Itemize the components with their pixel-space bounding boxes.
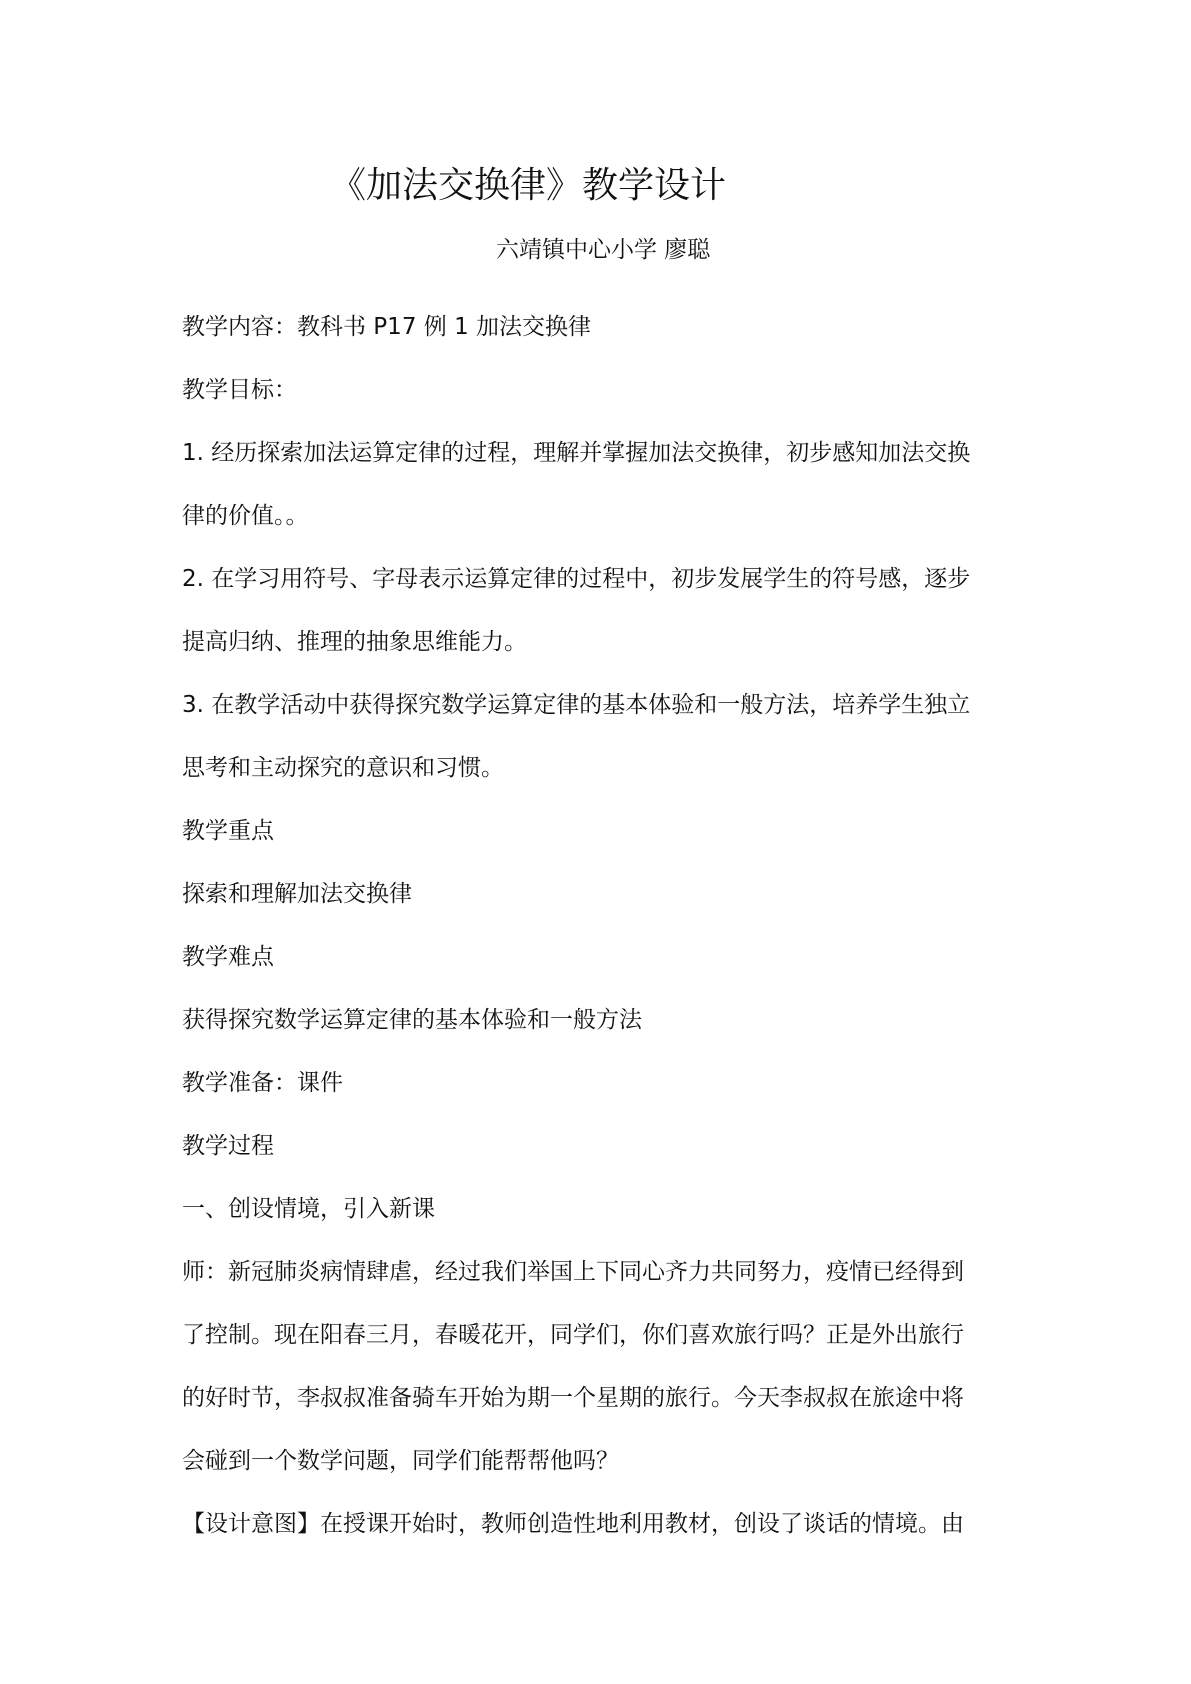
body-line: 律的价值。。 bbox=[182, 503, 309, 529]
document-body bbox=[182, 296, 1016, 1556]
body-line: 的好时节，李叔叔准备骑车开始为期一个星期的旅行。今天李叔叔在旅途中将 bbox=[182, 1385, 964, 1411]
body-line: 教学过程 bbox=[182, 1133, 274, 1159]
body-line: 【设计意图】在授课开始时，教师创造性地利用教材，创设了谈话的情境。由 bbox=[182, 1511, 964, 1537]
body-line: 了控制。现在阳春三月，春暖花开，同学们，你们喜欢旅行吗？正是外出旅行 bbox=[182, 1322, 964, 1348]
body-line: 教学难点 bbox=[182, 944, 274, 970]
body-line: 3. 在教学活动中获得探究数学运算定律的基本体验和一般方法，培养学生独立 bbox=[182, 692, 971, 718]
document-title: 《加法交换律》教学设计 bbox=[330, 165, 727, 206]
body-line: 师：新冠肺炎病情肆虐，经过我们举国上下同心齐力共同努力，疫情已经得到 bbox=[182, 1259, 964, 1285]
body-line: 1. 经历探索加法运算定律的过程，理解并掌握加法交换律，初步感知加法交换 bbox=[182, 440, 971, 466]
body-line: 一、创设情境，引入新课 bbox=[182, 1196, 435, 1222]
body-line: 会碰到一个数学问题，同学们能帮帮他吗？ bbox=[182, 1448, 619, 1474]
body-line: 教学目标： bbox=[182, 377, 297, 403]
body-line: 探索和理解加法交换律 bbox=[182, 881, 412, 907]
body-line: 获得探究数学运算定律的基本体验和一般方法 bbox=[182, 1007, 642, 1033]
body-line: 思考和主动探究的意识和习惯。 bbox=[182, 755, 504, 781]
body-line: 2. 在学习用符号、字母表示运算定律的过程中，初步发展学生的符号感，逐步 bbox=[182, 566, 971, 592]
author-line: 六靖镇中心小学 廖聪 bbox=[496, 237, 711, 263]
body-line: 教学内容：教科书 P17 例 1 加法交换律 bbox=[182, 314, 592, 340]
body-line: 提高归纳、推理的抽象思维能力。 bbox=[182, 629, 527, 655]
body-line: 教学准备：课件 bbox=[182, 1070, 343, 1096]
body-line: 教学重点 bbox=[182, 818, 274, 844]
